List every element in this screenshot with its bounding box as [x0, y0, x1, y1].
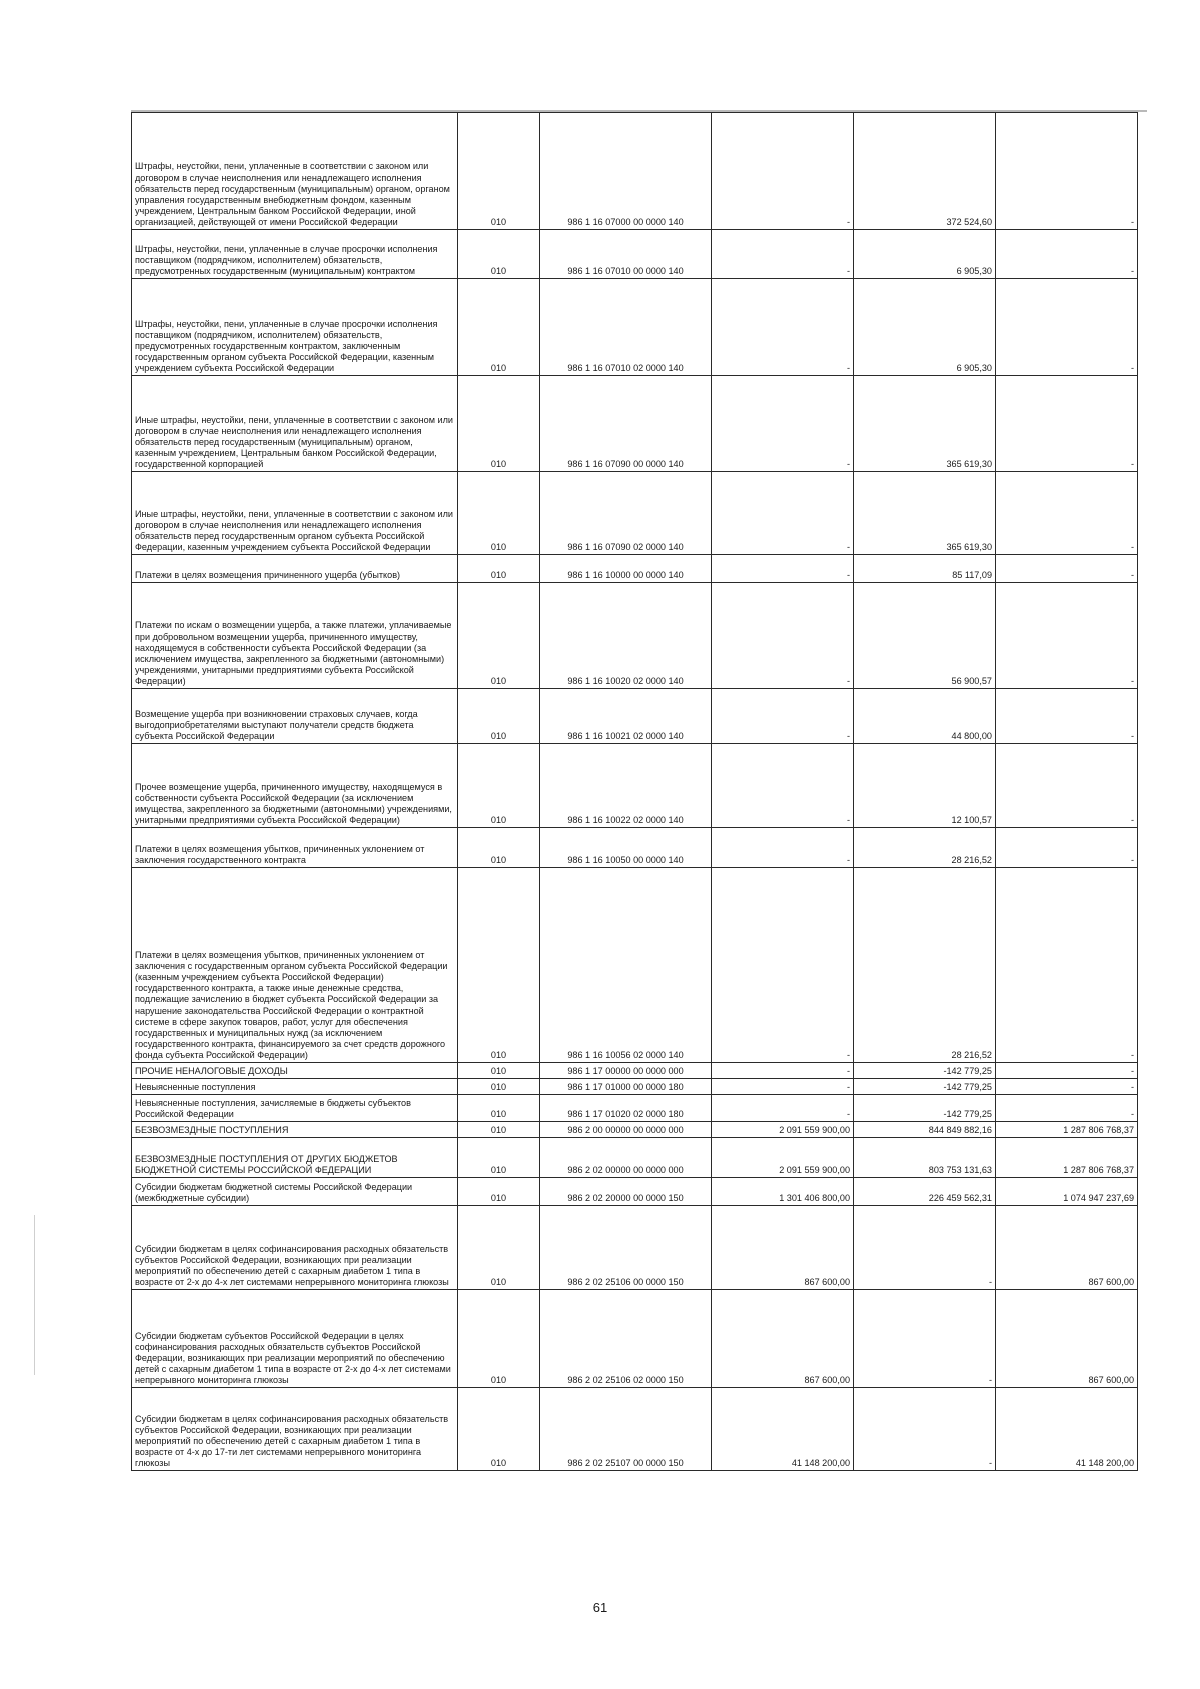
row-value-executed: 6 905,30: [854, 230, 996, 279]
row-classification-code: 986 1 16 10056 02 0000 140: [540, 868, 712, 1063]
table-row: [132, 1290, 1138, 1388]
row-name: ПРОЧИЕ НЕНАЛОГОВЫЕ ДОХОДЫ: [132, 1063, 458, 1079]
row-value-executed: 85 117,09: [854, 555, 996, 583]
table-row: [132, 555, 1138, 583]
row-value-unexecuted: 867 600,00: [996, 1206, 1138, 1290]
row-value-executed: 44 800,00: [854, 689, 996, 744]
row-classification-code: 986 1 17 00000 00 0000 000: [540, 1063, 712, 1079]
row-name: Невыясненные поступления: [132, 1079, 458, 1095]
row-name: Невыясненные поступления, зачисляемые в бюджеты субъектов Российской Федерации: [132, 1095, 458, 1122]
table-row: [132, 583, 1138, 689]
table-row: [132, 113, 1138, 230]
row-value-approved: 867 600,00: [712, 1290, 854, 1388]
row-value-executed: 12 100,57: [854, 744, 996, 828]
row-line-code: 010: [458, 1388, 540, 1471]
row-value-executed: -142 779,25: [854, 1095, 996, 1122]
row-value-approved: -: [712, 113, 854, 230]
row-value-approved: -: [712, 1095, 854, 1122]
row-value-executed: 372 524,60: [854, 113, 996, 230]
page-number: 61: [592, 1600, 608, 1615]
row-value-approved: -: [712, 279, 854, 376]
row-name: Платежи в целях возмещения убытков, причиненных уклонением от заключения с государственным органом субъекта Российской Федерации (казенным учреждением субъекта Российской Федерации) государственного контракта, а также иные денежные средства, подлежащие зачислению в бюджет субъекта Российской Федерации за нарушение законодательства Российской Федерации о контрактной системе в сфере закупок товаров, работ, услуг для обеспечения государственных и муниципальных нужд (за исключением государственного контракта, финансируемого за счет средств дорожного фонда субъекта Российской Федерации): [132, 868, 458, 1063]
row-value-unexecuted: -: [996, 230, 1138, 279]
table-row: [132, 689, 1138, 744]
row-line-code: 010: [458, 1206, 540, 1290]
row-value-approved: -: [712, 1079, 854, 1095]
row-line-code: 010: [458, 113, 540, 230]
row-value-unexecuted: 41 148 200,00: [996, 1388, 1138, 1471]
table-row: [132, 376, 1138, 472]
row-value-approved: 41 148 200,00: [712, 1388, 854, 1471]
row-value-unexecuted: -: [996, 744, 1138, 828]
table-row: [132, 1122, 1138, 1138]
row-line-code: 010: [458, 744, 540, 828]
row-value-approved: -: [712, 828, 854, 868]
table-row: [132, 828, 1138, 868]
row-name: Возмещение ущерба при возникновении страховых случаев, когда выгодоприобретателями выступают получатели средств бюджета субъекта Российской Федерации: [132, 689, 458, 744]
row-name: БЕЗВОЗМЕЗДНЫЕ ПОСТУПЛЕНИЯ: [132, 1122, 458, 1138]
table-row: [132, 1388, 1138, 1471]
row-classification-code: 986 1 17 01000 00 0000 180: [540, 1079, 712, 1095]
row-name: Субсидии бюджетам в целях софинансирования расходных обязательств субъектов Российской Федерации, возникающих при реализации мероприятий по обеспечению детей с сахарным диабетом 1 типа в возрасте от 4-х до 17-ти лет системами непрерывного мониторинга глюкозы: [132, 1388, 458, 1471]
row-value-executed: 365 619,30: [854, 376, 996, 472]
row-name: Платежи по искам о возмещении ущерба, а также платежи, уплачиваемые при добровольном возмещении ущерба, причиненного имуществу, находящемуся в собственности субъекта Российской Федерации (за исключением имущества, закрепленного за бюджетными (автономными) учреждениями, унитарными предприятиями субъекта Российской Федерации): [132, 583, 458, 689]
row-value-executed: 28 216,52: [854, 868, 996, 1063]
row-classification-code: 986 1 16 07000 00 0000 140: [540, 113, 712, 230]
row-classification-code: 986 1 16 10021 02 0000 140: [540, 689, 712, 744]
row-value-approved: -: [712, 230, 854, 279]
row-line-code: 010: [458, 555, 540, 583]
row-line-code: 010: [458, 230, 540, 279]
row-classification-code: 986 2 02 00000 00 0000 000: [540, 1138, 712, 1178]
row-classification-code: 986 2 02 20000 00 0000 150: [540, 1178, 712, 1206]
row-name: Прочее возмещение ущерба, причиненного имуществу, находящемуся в собственности субъекта Российской Федерации (за исключением имущества, закрепленного за бюджетными (автономными) учреждениями, унитарными предприятиями субъекта Российской Федерации): [132, 744, 458, 828]
row-value-executed: -: [854, 1206, 996, 1290]
row-line-code: 010: [458, 868, 540, 1063]
row-line-code: 010: [458, 1063, 540, 1079]
table-row: [132, 1095, 1138, 1122]
row-value-unexecuted: -: [996, 113, 1138, 230]
row-value-unexecuted: -: [996, 472, 1138, 555]
revenue-table: [131, 112, 1138, 1471]
row-value-unexecuted: -: [996, 1079, 1138, 1095]
row-name: Субсидии бюджетам бюджетной системы Российской Федерации (межбюджетные субсидии): [132, 1178, 458, 1206]
row-name: Платежи в целях возмещения причиненного ущерба (убытков): [132, 555, 458, 583]
table-row: [132, 472, 1138, 555]
row-value-executed: 56 900,57: [854, 583, 996, 689]
row-value-approved: -: [712, 472, 854, 555]
row-classification-code: 986 1 16 07090 00 0000 140: [540, 376, 712, 472]
margin-mark: [34, 1215, 35, 1375]
row-value-approved: -: [712, 744, 854, 828]
row-value-unexecuted: -: [996, 279, 1138, 376]
table-row: [132, 1063, 1138, 1079]
row-value-approved: 2 091 559 900,00: [712, 1138, 854, 1178]
row-classification-code: 986 1 17 01020 02 0000 180: [540, 1095, 712, 1122]
row-value-approved: -: [712, 555, 854, 583]
row-value-executed: 226 459 562,31: [854, 1178, 996, 1206]
row-classification-code: 986 2 02 25106 02 0000 150: [540, 1290, 712, 1388]
row-classification-code: 986 2 02 25107 00 0000 150: [540, 1388, 712, 1471]
row-name: Платежи в целях возмещения убытков, причиненных уклонением от заключения государственного контракта: [132, 828, 458, 868]
row-value-executed: 6 905,30: [854, 279, 996, 376]
row-value-unexecuted: -: [996, 583, 1138, 689]
row-value-unexecuted: 1 287 806 768,37: [996, 1122, 1138, 1138]
row-classification-code: 986 1 16 07010 00 0000 140: [540, 230, 712, 279]
row-classification-code: 986 1 16 07090 02 0000 140: [540, 472, 712, 555]
row-name: Субсидии бюджетам в целях софинансирования расходных обязательств субъектов Российской Федерации, возникающих при реализации мероприятий по обеспечению детей с сахарным диабетом 1 типа в возрасте от 2-х до 4-х лет системами непрерывного мониторинга глюкозы: [132, 1206, 458, 1290]
row-line-code: 010: [458, 1079, 540, 1095]
row-line-code: 010: [458, 828, 540, 868]
row-value-executed: 28 216,52: [854, 828, 996, 868]
row-value-approved: 1 301 406 800,00: [712, 1178, 854, 1206]
row-value-unexecuted: -: [996, 1063, 1138, 1079]
row-classification-code: 986 2 02 25106 00 0000 150: [540, 1206, 712, 1290]
table-row: [132, 1138, 1138, 1178]
row-name: Штрафы, неустойки, пени, уплаченные в соответствии с законом или договором в случае неисполнения или ненадлежащего исполнения обязательств перед государственным (муниципальным) органом, органом управления государственным внебюджетным фондом, казенным учреждением, Центральным банком Российской Федерации, иной организацией, действующей от имени Российской Федерации: [132, 113, 458, 230]
table-row: [132, 1178, 1138, 1206]
row-value-unexecuted: 867 600,00: [996, 1290, 1138, 1388]
row-classification-code: 986 1 16 10022 02 0000 140: [540, 744, 712, 828]
row-value-approved: -: [712, 868, 854, 1063]
row-classification-code: 986 1 16 07010 02 0000 140: [540, 279, 712, 376]
row-value-approved: -: [712, 1063, 854, 1079]
table-row: [132, 279, 1138, 376]
row-value-executed: -142 779,25: [854, 1063, 996, 1079]
row-line-code: 010: [458, 376, 540, 472]
row-name: Иные штрафы, неустойки, пени, уплаченные в соответствии с законом или договором в случае неисполнения или ненадлежащего исполнения обязательств перед государственным (муниципальным) органом, казенным учреждением, Центральным банком Российской Федерации, государственной корпорацией: [132, 376, 458, 472]
table-row: [132, 744, 1138, 828]
row-line-code: 010: [458, 279, 540, 376]
row-value-unexecuted: -: [996, 1095, 1138, 1122]
row-classification-code: 986 2 00 00000 00 0000 000: [540, 1122, 712, 1138]
row-classification-code: 986 1 16 10050 00 0000 140: [540, 828, 712, 868]
row-value-executed: -: [854, 1290, 996, 1388]
row-value-unexecuted: 1 287 806 768,37: [996, 1138, 1138, 1178]
row-line-code: 010: [458, 1138, 540, 1178]
row-value-unexecuted: -: [996, 828, 1138, 868]
row-name: Иные штрафы, неустойки, пени, уплаченные в соответствии с законом или договором в случае неисполнения или ненадлежащего исполнения обязательств перед государственным органом субъекта Российской Федерации, казенным учреждением субъекта Российской Федерации: [132, 472, 458, 555]
row-name: БЕЗВОЗМЕЗДНЫЕ ПОСТУПЛЕНИЯ ОТ ДРУГИХ БЮДЖЕТОВ БЮДЖЕТНОЙ СИСТЕМЫ РОССИЙСКОЙ ФЕДЕРАЦИИ: [132, 1138, 458, 1178]
row-value-approved: -: [712, 583, 854, 689]
row-name: Штрафы, неустойки, пени, уплаченные в случае просрочки исполнения поставщиком (подрядчиком, исполнителем) обязательств, предусмотренных государственным (муниципальным) контрактом: [132, 230, 458, 279]
row-value-executed: 844 849 882,16: [854, 1122, 996, 1138]
row-line-code: 010: [458, 1290, 540, 1388]
row-classification-code: 986 1 16 10000 00 0000 140: [540, 555, 712, 583]
row-line-code: 010: [458, 1122, 540, 1138]
row-value-unexecuted: -: [996, 868, 1138, 1063]
row-classification-code: 986 1 16 10020 02 0000 140: [540, 583, 712, 689]
row-line-code: 010: [458, 583, 540, 689]
row-value-unexecuted: 1 074 947 237,69: [996, 1178, 1138, 1206]
row-value-approved: 867 600,00: [712, 1206, 854, 1290]
row-value-executed: 803 753 131,63: [854, 1138, 996, 1178]
table-row: [132, 1079, 1138, 1095]
row-line-code: 010: [458, 1178, 540, 1206]
row-value-executed: -: [854, 1388, 996, 1471]
row-value-executed: -142 779,25: [854, 1079, 996, 1095]
row-name: Штрафы, неустойки, пени, уплаченные в случае просрочки исполнения поставщиком (подрядчиком, исполнителем) обязательств, предусмотренных государственным контрактом, заключенным государственным органом субъекта Российской Федерации, казенным учреждением субъекта Российской Федерации: [132, 279, 458, 376]
row-value-approved: 2 091 559 900,00: [712, 1122, 854, 1138]
row-value-approved: -: [712, 376, 854, 472]
table-row: [132, 230, 1138, 279]
row-value-executed: 365 619,30: [854, 472, 996, 555]
row-value-unexecuted: -: [996, 376, 1138, 472]
revenue-table-body: [132, 113, 1138, 1471]
row-line-code: 010: [458, 472, 540, 555]
row-value-unexecuted: -: [996, 689, 1138, 744]
row-value-unexecuted: -: [996, 555, 1138, 583]
table-row: [132, 868, 1138, 1063]
row-value-approved: -: [712, 689, 854, 744]
row-name: Субсидии бюджетам субъектов Российской Федерации в целях софинансирования расходных обязательств субъектов Российской Федерации, возникающих при реализации мероприятий по обеспечению детей с сахарным диабетом 1 типа в возрасте от 2-х до 4-х лет системами непрерывного мониторинга глюкозы: [132, 1290, 458, 1388]
row-line-code: 010: [458, 1095, 540, 1122]
table-row: [132, 1206, 1138, 1290]
row-line-code: 010: [458, 689, 540, 744]
